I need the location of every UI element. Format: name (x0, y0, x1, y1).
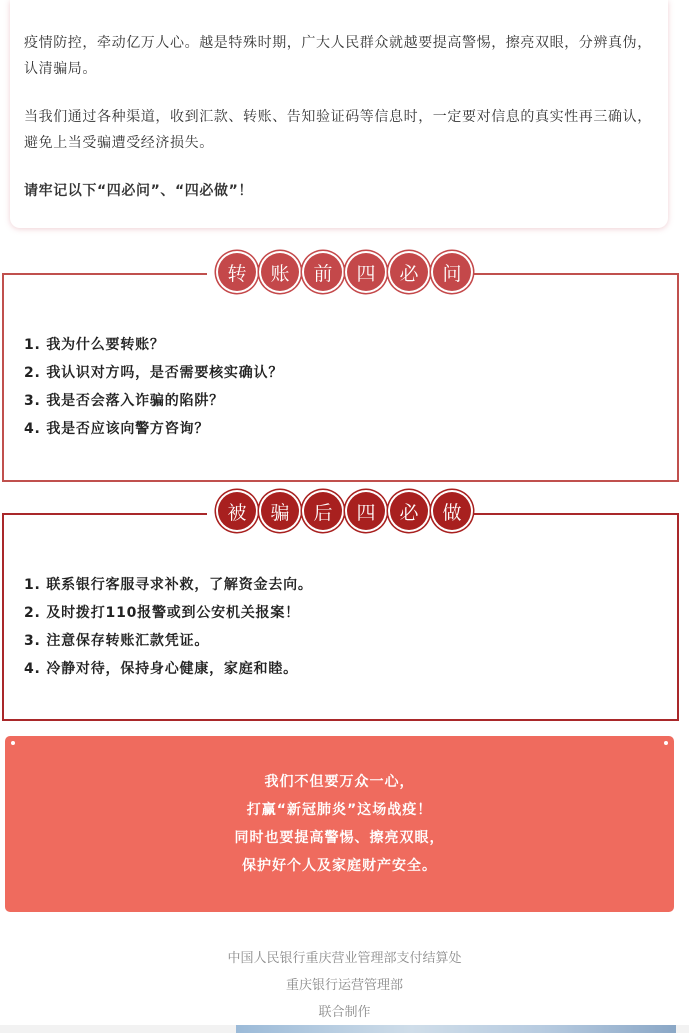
footer-note: 联合制作 (318, 1005, 371, 1020)
list-item: 2. 我认识对方吗，是否需要核实确认？ (24, 365, 284, 381)
list-item: 1. 联系银行客服寻求补救，了解资金去向。 (24, 577, 313, 593)
title-char: 前 (304, 253, 342, 291)
bottom-image (236, 1025, 676, 1033)
slogan-line: 打赢“新冠肺炎”这场战疫！ (246, 802, 433, 818)
ask-section-box (2, 273, 679, 482)
slogan-line: 保护好个人及家庭财产安全。 (242, 858, 437, 874)
title-char: 骗 (261, 492, 299, 530)
do-list (24, 571, 313, 683)
title-char: 四 (347, 253, 385, 291)
title-char: 必 (390, 492, 428, 530)
list-item: 2. 及时拨打110报警或到公安机关报案！ (24, 605, 300, 621)
title-char: 四 (347, 492, 385, 530)
list-item: 3. 注意保存转账汇款凭证。 (24, 633, 210, 649)
slogan-banner (5, 736, 674, 912)
intro-paragraph-2: 当我们通过各种渠道，收到汇款、转账、告知验证码等信息时，一定要对信息的真实性再三确认，避免上当受骗遭受经济损失。 (24, 109, 652, 151)
intro-paragraph-1: 疫情防控，牵动亿万人心。越是特殊时期，广大人民群众就越要提高警惕，擦亮双眼，分辨真伪，认清骗局。 (24, 35, 652, 77)
title-char: 必 (390, 253, 428, 291)
dot-decoration-icon (664, 741, 668, 745)
title-char: 转 (218, 253, 256, 291)
intro-card (10, 0, 668, 228)
footer-credits (0, 945, 689, 1026)
title-char: 问 (433, 253, 471, 291)
dot-decoration-icon (11, 741, 15, 745)
title-char: 账 (261, 253, 299, 291)
do-section-title (0, 492, 689, 530)
intro-reminder: 请牢记以下“四必问”、“四必做”！ (24, 183, 254, 199)
ask-list (24, 331, 283, 443)
list-item: 3. 我是否会落入诈骗的陷阱？ (24, 393, 224, 409)
list-item: 4. 冷静对待，保持身心健康，家庭和睦。 (24, 661, 298, 677)
ask-section-title (0, 253, 689, 291)
slogan-line: 我们不但要万众一心， (264, 774, 415, 790)
slogan-line: 同时也要提高警惕、擦亮双眼， (234, 830, 445, 846)
list-item: 1. 我为什么要转账？ (24, 337, 165, 353)
do-section-box (2, 513, 679, 721)
title-char: 被 (218, 492, 256, 530)
footer-org-1: 中国人民银行重庆营业管理部支付结算处 (227, 951, 462, 966)
title-char: 做 (433, 492, 471, 530)
footer-org-2: 重庆银行运营管理部 (285, 978, 403, 993)
title-char: 后 (304, 492, 342, 530)
list-item: 4. 我是否应该向警方咨询？ (24, 421, 210, 437)
